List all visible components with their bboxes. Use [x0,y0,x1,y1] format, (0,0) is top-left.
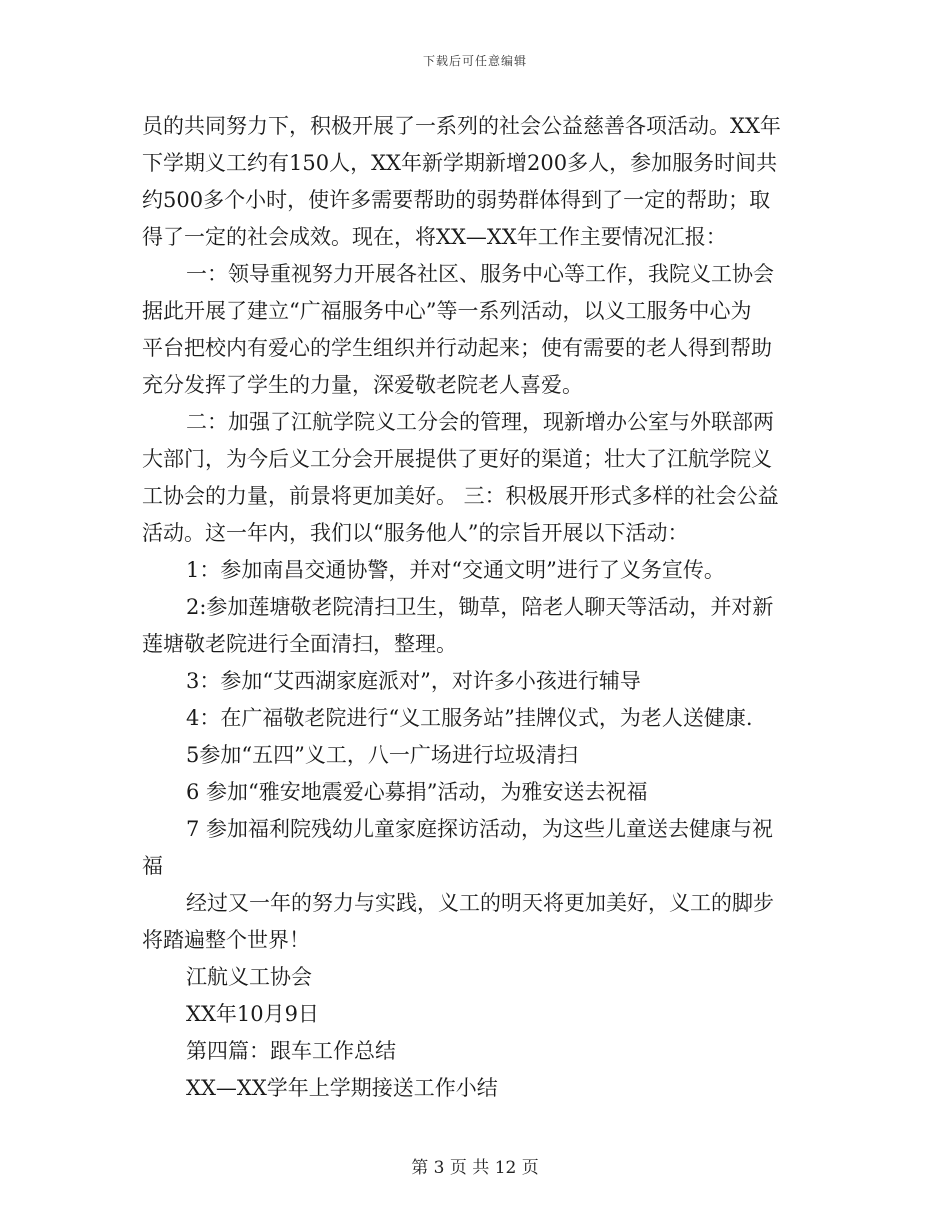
body-line: 充分发挥了学生的力量，深爱敬老院老人喜爱。 [142,373,583,397]
body-line: 员的共同努力下，积极开展了一系列的社会公益慈善各项活动。XX年 [142,114,781,138]
body-line: 据此开展了建立“广福服务中心”等一系列活动，以义工服务中心为 [142,299,752,323]
body-line: 6 参加“雅安地震爱心募捐”活动，为雅安送去祝福 [186,780,648,804]
body-line: XX年10月9日 [186,1002,319,1026]
body-line: 3：参加“艾西湖家庭派对”，对许多小孩进行辅导 [186,669,641,693]
body-line: 将踏遍整个世界！ [142,928,310,952]
body-line: 工协会的力量，前景将更加美好。 三：积极展开形式多样的社会公益 [142,484,779,508]
body-line: 活动。这一年内，我们以“服务他人”的宗旨开展以下活动： [142,521,689,545]
body-line: 经过又一年的努力与实践，义工的明天将更加美好，义工的脚步 [186,891,774,915]
body-line: 4：在广福敬老院进行“义工服务站”挂牌仪式，为老人送健康. [186,706,753,730]
body-line: 江航义工协会 [186,965,312,989]
body-line: 1：参加南昌交通协警，并对“交通文明”进行了义务宣传。 [186,558,725,582]
document-body [142,108,806,1107]
body-line: 7 参加福利院残幼儿童家庭探访活动，为这些儿童送去健康与祝 [186,817,774,841]
body-line: XX—XX学年上学期接送工作小结 [186,1076,498,1100]
page-header: 下载后可任意编辑 [422,54,527,68]
body-line: 平台把校内有爱心的学生组织并行动起来；使有需要的老人得到帮助 [142,336,772,360]
body-line: 二：加强了江航学院义工分会的管理，现新增办公室与外联部两 [186,410,774,434]
body-line: 福 [142,854,163,878]
body-line: 约500多个小时，使许多需要帮助的弱势群体得到了一定的帮助；取 [142,188,771,212]
body-line: 得了一定的社会成效。现在，将XX—XX年工作主要情况汇报： [142,225,727,249]
body-line: 下学期义工约有150人，XX年新学期新增200多人，参加服务时间共 [142,151,778,175]
body-line: 大部门，为今后义工分会开展提供了更好的渠道；壮大了江航学院义 [142,447,772,471]
body-line: 莲塘敬老院进行全面清扫，整理。 [142,632,457,656]
body-line: 2:参加莲塘敬老院清扫卫生，锄草，陪老人聊天等活动，并对新 [186,595,774,619]
body-line: 一：领导重视努力开展各社区、服务中心等工作，我院义工协会 [186,262,774,286]
body-line: 第四篇：跟车工作总结 [186,1039,396,1063]
page-number: 第 3 页 共 12 页 [411,1158,539,1178]
body-line: 5参加“五四”义工，八一广场进行垃圾清扫 [186,743,578,767]
